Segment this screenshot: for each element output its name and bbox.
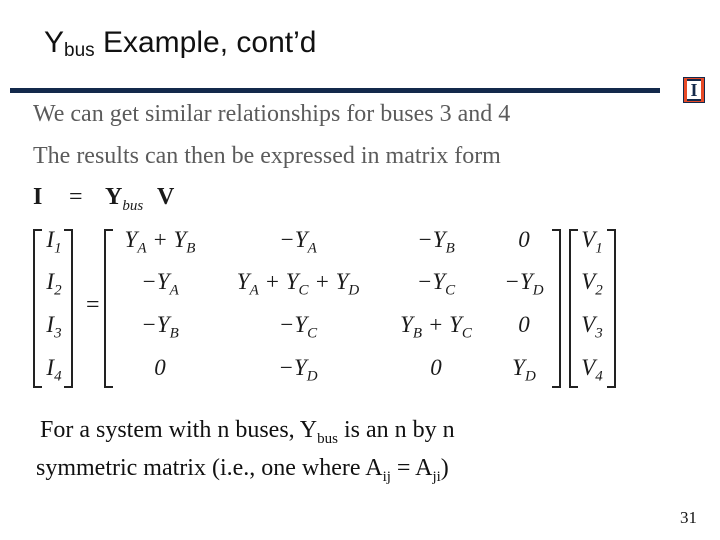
ybus-matrix-cell: $-Y_D$: [504, 269, 544, 299]
voltage-vector-left-bracket: [569, 229, 578, 388]
matrix-equation-compact: [33, 184, 175, 214]
equals-sign: =: [69, 184, 83, 210]
ybus-matrix-cell: $-Y_B$: [417, 227, 455, 257]
current-vector-entry: $I_1$: [46, 227, 62, 257]
bullet-line-2: The results can then be expressed in matrix form: [33, 143, 501, 169]
footnote-line-2: symmetric matrix (i.e., one where $A_{ij} = A_{ji}$): [36, 455, 449, 485]
ybus-matrix-cell: $Y_D$: [512, 355, 536, 385]
ybus-matrix-cell: $-Y_D$: [278, 355, 318, 385]
current-vector-entry: $I_2$: [46, 269, 62, 299]
slide-title: $Y_{bus}$ Example, cont’d: [44, 26, 317, 61]
ybus-symbol: $Y_{bus}$: [105, 184, 144, 214]
ybus-matrix-cell: $-Y_C$: [416, 269, 456, 299]
current-vector-entry: $I_4$: [46, 355, 62, 385]
ybus-matrix-cell: $Y_B + Y_C$: [400, 312, 472, 342]
ybus-matrix-cell: $Y_A + Y_B$: [124, 227, 196, 257]
ybus-matrix-cell: 0: [518, 227, 530, 252]
ybus-matrix-cell: 0: [154, 355, 166, 380]
current-vector-entry: $I_3$: [46, 312, 62, 342]
ybus-matrix-cell: $-Y_C$: [278, 312, 318, 342]
current-vector-symbol: I: [33, 184, 43, 210]
university-logo-icon: I: [683, 77, 705, 103]
page-number: 31: [680, 508, 697, 527]
bullet-line-1: We can get similar relationships for buses 3 and 4: [33, 101, 511, 127]
voltage-vector-entry: $V_3$: [581, 312, 603, 342]
matrix-equals-sign: =: [86, 292, 100, 318]
ybus-matrix-cell: $-Y_A$: [141, 269, 179, 299]
voltage-vector-entry: $V_1$: [581, 227, 603, 257]
ybus-matrix-cell: 0: [430, 355, 442, 380]
ybus-matrix-cell: 0: [518, 312, 530, 337]
title-underline: [10, 88, 660, 93]
voltage-vector-symbol: V: [157, 184, 175, 210]
voltage-vector-entry: $V_2$: [581, 269, 603, 299]
voltage-vector-right-bracket: [607, 229, 616, 388]
footnote-line-1: For a system with n buses, $Y_{bus}$ is an n by n: [40, 417, 455, 447]
voltage-vector-entry: $V_4$: [581, 355, 603, 385]
ybus-matrix-cell: $Y_A + Y_C + Y_D$: [236, 269, 360, 299]
ybus-matrix-cell: $-Y_A$: [279, 227, 317, 257]
ybus-matrix-cell: $-Y_B$: [141, 312, 179, 342]
current-vector-left-bracket: [33, 229, 42, 388]
